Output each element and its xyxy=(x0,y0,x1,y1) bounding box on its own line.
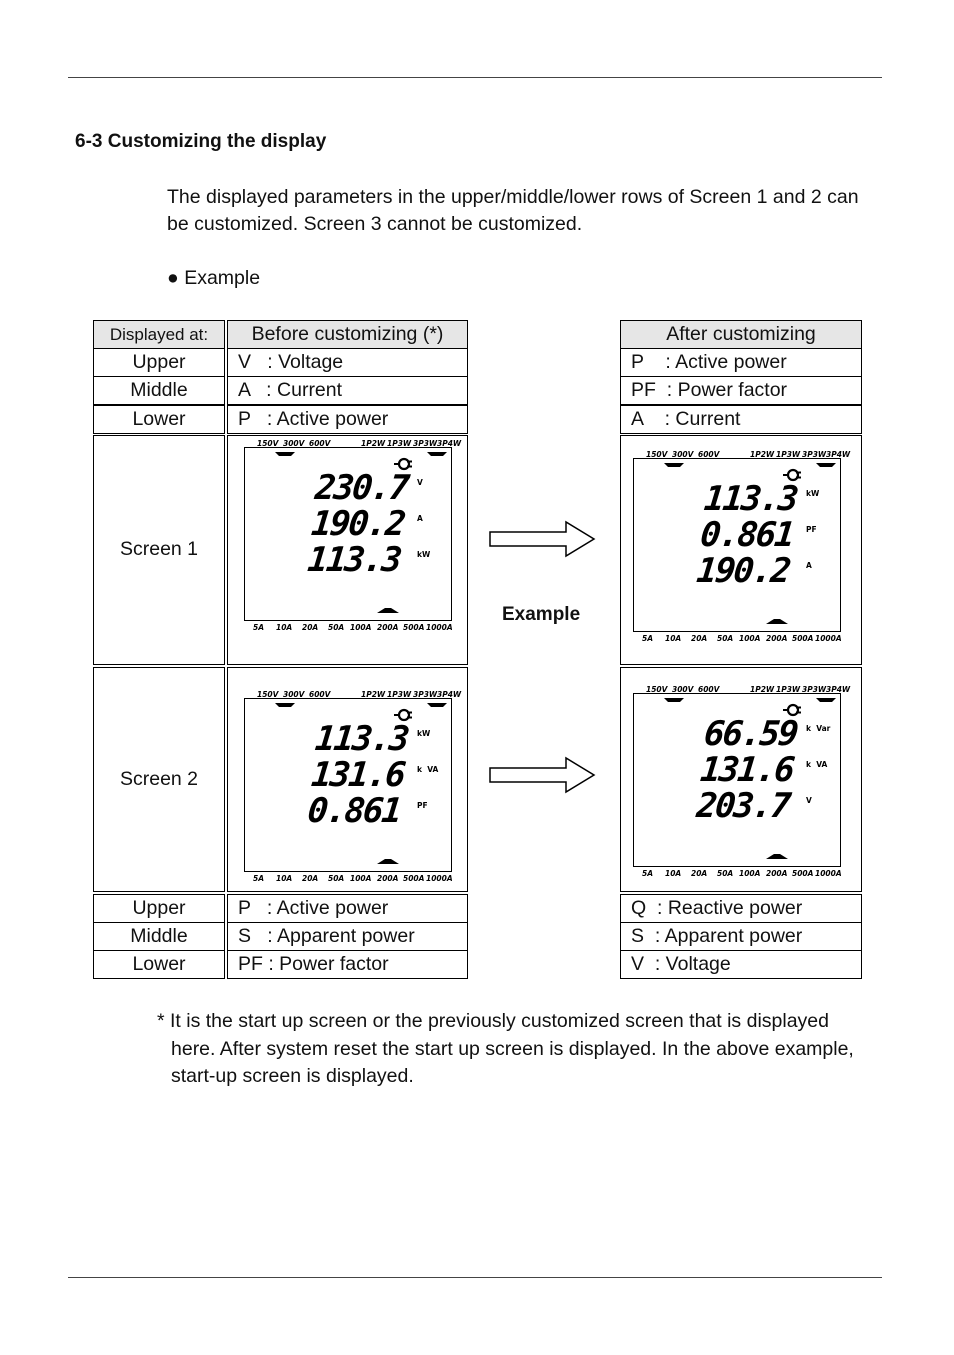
before2-upper-value: P : Active power xyxy=(227,894,468,923)
lcd-unit: PF xyxy=(417,801,428,810)
after2-upper-value: Q : Reactive power xyxy=(620,894,862,923)
lcd-top-label: 300V xyxy=(672,685,694,694)
row-label-lower: Lower xyxy=(93,405,225,434)
lcd-before-screen1 xyxy=(243,437,462,633)
footnote xyxy=(157,1008,877,1091)
lcd-top-label: 150V xyxy=(257,439,279,448)
row-label-lower-2: Lower xyxy=(93,950,225,979)
lcd-value: 0.861 xyxy=(305,791,403,831)
lcd-bottom-label: 200A xyxy=(377,623,399,632)
cursor-indicator-icon xyxy=(766,854,788,859)
lcd-unit: kW xyxy=(417,729,431,738)
screen1-label: Screen 1 xyxy=(93,435,225,665)
lcd-bottom-label: 1000A xyxy=(815,634,842,643)
lcd-value: 131.6 xyxy=(698,750,795,790)
lcd-top-label: 1P2W xyxy=(750,450,775,459)
lcd-bottom-label: 500A xyxy=(403,623,425,632)
row-label-middle: Middle xyxy=(93,376,225,405)
intro-paragraph: The displayed parameters in the upper/middle/lower rows of Screen 1 and 2 can be customized. Screen 3 cannot be customized. xyxy=(167,186,859,235)
lcd-top-label: 1P3W xyxy=(387,690,412,699)
lcd-top-label: 1P3W xyxy=(387,439,412,448)
lcd-unit: A xyxy=(806,561,812,570)
lcd-value: 66.59 xyxy=(702,714,799,754)
before-lower-value: P : Active power xyxy=(227,405,468,434)
lcd-bottom-label: 10A xyxy=(276,623,293,632)
before-upper-value: V : Voltage xyxy=(227,348,468,377)
lcd-top-label: 300V xyxy=(283,690,305,699)
lcd-top-label: 3P3W xyxy=(413,439,438,448)
lcd-bottom-label: 100A xyxy=(350,623,372,632)
lcd-bottom-label: 100A xyxy=(739,869,761,878)
lcd-bottom-label: 200A xyxy=(766,634,788,643)
lcd-bottom-label: 200A xyxy=(377,874,399,883)
lcd-bottom-label: 10A xyxy=(665,634,682,643)
lcd-top-label: 300V xyxy=(672,450,694,459)
lcd-top-label: 600V xyxy=(698,685,720,694)
footnote-rest: here. After system reset the start up screen is displayed. In the above example, start-up screen is displayed. xyxy=(171,1037,854,1087)
wiring-indicator-icon xyxy=(816,698,836,702)
after-middle-value: PF : Power factor xyxy=(620,376,862,405)
lcd-after-screen2 xyxy=(632,683,851,879)
after-upper-value: P : Active power xyxy=(620,348,862,377)
lcd-top-label: 3P3W xyxy=(802,685,827,694)
col-header-before: Before customizing (*) xyxy=(227,320,468,349)
lcd-top-label: 3P3W xyxy=(413,690,438,699)
lcd-bottom-label: 50A xyxy=(717,634,734,643)
wiring-indicator-icon xyxy=(816,463,836,467)
lcd-top-label: 1P2W xyxy=(750,685,775,694)
lcd-top-label: 600V xyxy=(698,450,720,459)
lcd-value: 131.6 xyxy=(309,755,406,795)
lcd-bottom-label: 1000A xyxy=(426,874,453,883)
wiring-indicator-icon xyxy=(427,452,447,456)
lcd-value: 190.2 xyxy=(694,551,792,591)
lcd-bottom-label: 20A xyxy=(691,869,708,878)
lcd-bottom-label: 5A xyxy=(642,634,654,643)
lcd-unit: PF xyxy=(806,525,817,534)
col-header-after: After customizing xyxy=(620,320,862,349)
cursor-indicator-icon xyxy=(377,859,399,864)
range-indicator-icon xyxy=(275,452,295,456)
range-indicator-icon xyxy=(664,463,684,467)
lcd-bottom-label: 20A xyxy=(691,634,708,643)
lcd-top-label: 300V xyxy=(283,439,305,448)
section-title: 6-3 Customizing the display xyxy=(75,131,327,152)
lcd-value: 230.7 xyxy=(313,468,410,508)
lcd-bottom-label: 20A xyxy=(302,623,319,632)
lcd-bottom-label: 500A xyxy=(403,874,425,883)
range-indicator-icon xyxy=(664,698,684,702)
lcd-unit: kW xyxy=(806,489,820,498)
lcd-top-label: 600V xyxy=(309,439,331,448)
row-label-upper: Upper xyxy=(93,348,225,377)
lcd-bottom-label: 50A xyxy=(328,623,345,632)
after2-middle-value: S : Apparent power xyxy=(620,922,862,951)
lcd-bottom-label: 50A xyxy=(717,869,734,878)
lcd-top-label: 1P2W xyxy=(361,439,386,448)
lcd-top-label: 3P4W xyxy=(826,450,851,459)
after2-lower-value: V : Voltage xyxy=(620,950,862,979)
lcd-top-label: 150V xyxy=(646,685,668,694)
arrow-right-icon xyxy=(488,520,598,560)
lcd-unit: k Var xyxy=(806,724,831,733)
top-rule xyxy=(68,77,882,78)
lcd-bottom-label: 100A xyxy=(739,634,761,643)
lcd-bottom-label: 50A xyxy=(328,874,345,883)
lcd-unit: V xyxy=(417,478,423,487)
row-label-upper-2: Upper xyxy=(93,894,225,923)
lcd-value: 113.3 xyxy=(305,540,403,580)
before2-lower-value: PF : Power factor xyxy=(227,950,468,979)
row-label-middle-2: Middle xyxy=(93,922,225,951)
lcd-value: 113.3 xyxy=(313,719,410,759)
lcd-top-label: 600V xyxy=(309,690,331,699)
lcd-after-screen1 xyxy=(632,448,851,644)
after-lower-value: A : Current xyxy=(620,405,862,434)
lcd-bottom-label: 10A xyxy=(276,874,293,883)
bottom-rule xyxy=(68,1277,882,1278)
lcd-bottom-label: 5A xyxy=(642,869,654,878)
lcd-top-label: 1P3W xyxy=(776,685,801,694)
lcd-bottom-label: 200A xyxy=(766,869,788,878)
lcd-bottom-label: 1000A xyxy=(815,869,842,878)
arrow-right-icon xyxy=(488,756,598,796)
lcd-unit: V xyxy=(806,796,812,805)
lcd-top-label: 3P3W xyxy=(802,450,827,459)
lcd-top-label: 1P2W xyxy=(361,690,386,699)
screen2-label: Screen 2 xyxy=(93,667,225,892)
lcd-bottom-label: 5A xyxy=(253,623,265,632)
lcd-value: 113.3 xyxy=(702,479,799,519)
lcd-value: 190.2 xyxy=(309,504,406,544)
lcd-value: 203.7 xyxy=(694,786,792,826)
footnote-first-line: * It is the start up screen or the previously customized screen that is displayed xyxy=(157,1010,829,1032)
lcd-top-label: 150V xyxy=(646,450,668,459)
lcd-unit: k VA xyxy=(806,760,828,769)
before2-middle-value: S : Apparent power xyxy=(227,922,468,951)
lcd-bottom-label: 1000A xyxy=(426,623,453,632)
before-middle-value: A : Current xyxy=(227,376,468,405)
lcd-value: 0.861 xyxy=(698,515,795,555)
example-bullet: ● Example xyxy=(167,267,261,289)
lcd-bottom-label: 5A xyxy=(253,874,265,883)
lcd-bottom-label: 10A xyxy=(665,869,682,878)
lcd-top-label: 1P3W xyxy=(776,450,801,459)
lcd-top-label: 3P4W xyxy=(437,439,462,448)
lcd-unit: k VA xyxy=(417,765,439,774)
range-indicator-icon xyxy=(275,703,295,707)
lcd-bottom-label: 500A xyxy=(792,869,814,878)
lcd-top-label: 150V xyxy=(257,690,279,699)
example-label: Example xyxy=(502,604,581,625)
col-header-displayed-at: Displayed at: xyxy=(93,320,225,349)
lcd-bottom-label: 20A xyxy=(302,874,319,883)
lcd-bottom-label: 500A xyxy=(792,634,814,643)
cursor-indicator-icon xyxy=(766,619,788,624)
lcd-bottom-label: 100A xyxy=(350,874,372,883)
cursor-indicator-icon xyxy=(377,608,399,613)
lcd-top-label: 3P4W xyxy=(437,690,462,699)
lcd-unit: A xyxy=(417,514,423,523)
lcd-unit: kW xyxy=(417,550,431,559)
wiring-indicator-icon xyxy=(427,703,447,707)
lcd-top-label: 3P4W xyxy=(826,685,851,694)
lcd-before-screen2 xyxy=(243,688,462,884)
